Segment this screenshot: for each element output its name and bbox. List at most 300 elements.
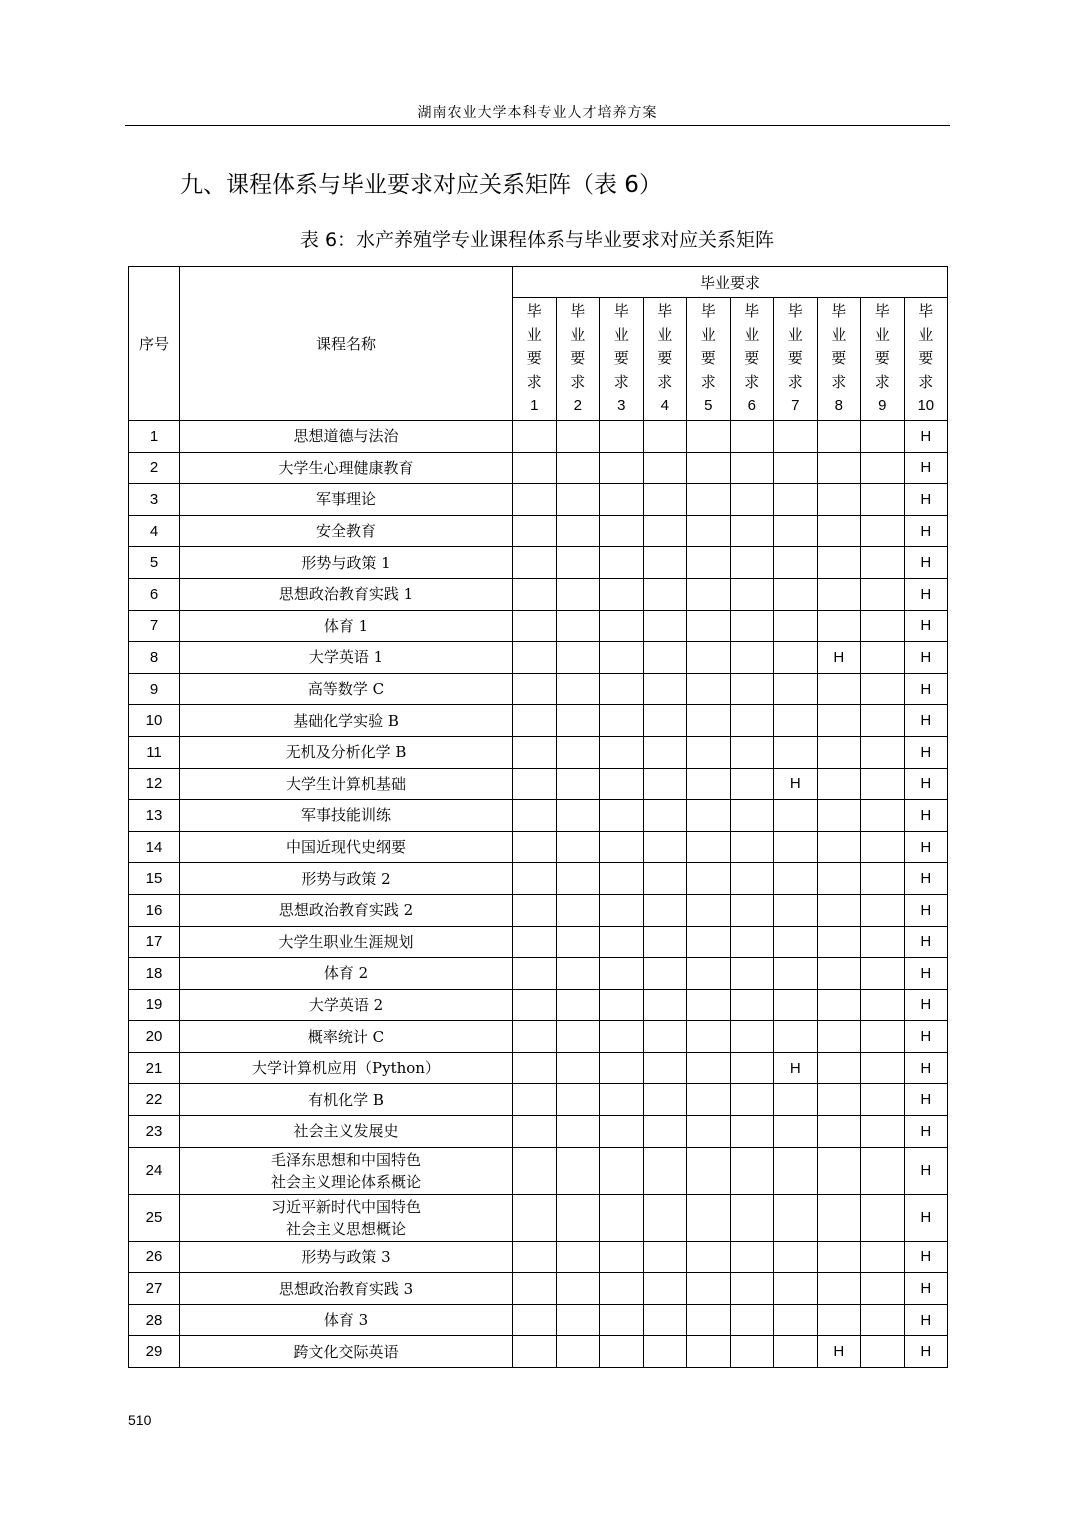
requirement-mark-cell — [687, 452, 731, 484]
row-number: 18 — [129, 958, 180, 990]
course-name-line: 体育 1 — [323, 616, 369, 635]
course-name-line: 无机及分析化学 B — [285, 743, 407, 762]
requirement-mark-cell — [774, 1273, 818, 1305]
requirement-header-number: 9 — [878, 397, 887, 415]
requirement-mark-cell — [643, 1194, 687, 1241]
table-row — [129, 578, 948, 610]
requirement-mark-cell — [730, 1021, 774, 1053]
requirement-header-char: 求 — [613, 372, 629, 391]
requirement-mark-cell — [730, 1116, 774, 1148]
requirement-mark-cell: H — [904, 452, 948, 484]
requirement-header-number: 4 — [660, 397, 669, 415]
running-header: 湖南农业大学本科专业人才培养方案 — [417, 105, 658, 121]
requirement-mark-cell: H — [774, 1052, 818, 1084]
requirement-mark-cell — [513, 484, 557, 516]
course-name-line: 军事技能训练 — [300, 806, 391, 825]
requirement-mark-cell: H — [904, 421, 948, 453]
requirement-mark-cell — [556, 1241, 600, 1273]
requirement-mark-cell — [861, 1116, 905, 1148]
requirement-mark-cell — [513, 1116, 557, 1148]
column-header-seq: 序号 — [129, 267, 180, 421]
table-row — [129, 1052, 948, 1084]
course-name — [180, 610, 513, 642]
requirement-mark-cell — [861, 831, 905, 863]
table-row — [129, 610, 948, 642]
requirement-mark-cell — [817, 705, 861, 737]
requirement-mark-cell — [643, 800, 687, 832]
requirement-mark-cell — [774, 894, 818, 926]
requirement-mark-cell — [817, 958, 861, 990]
requirement-header-char: 毕 — [744, 302, 760, 321]
requirement-mark-cell — [687, 800, 731, 832]
requirement-mark-cell — [643, 452, 687, 484]
column-header-requirement — [817, 298, 861, 421]
requirement-mark-cell: H — [904, 989, 948, 1021]
requirement-mark-cell — [600, 642, 644, 674]
row-number: 12 — [129, 768, 180, 800]
course-name — [180, 1147, 513, 1194]
requirement-mark-cell — [600, 1273, 644, 1305]
requirement-mark-cell — [643, 1241, 687, 1273]
requirement-mark-cell — [817, 547, 861, 579]
course-name — [180, 578, 513, 610]
requirement-mark-cell: H — [904, 1273, 948, 1305]
requirement-mark-cell — [861, 673, 905, 705]
requirement-mark-cell: H — [904, 578, 948, 610]
requirement-mark-cell — [730, 1273, 774, 1305]
requirement-mark-cell — [687, 1336, 731, 1368]
requirement-mark-cell — [643, 831, 687, 863]
requirement-mark-cell — [774, 642, 818, 674]
requirement-mark-cell — [730, 958, 774, 990]
course-name-line: 体育 3 — [323, 1311, 369, 1330]
requirement-mark-cell — [556, 705, 600, 737]
requirement-mark-cell — [687, 863, 731, 895]
requirement-mark-cell — [643, 1021, 687, 1053]
requirement-mark-cell — [556, 1273, 600, 1305]
requirement-mark-cell — [643, 705, 687, 737]
requirement-mark-cell — [774, 515, 818, 547]
row-number: 14 — [129, 831, 180, 863]
requirement-header-char: 求 — [744, 372, 760, 391]
requirement-mark-cell — [643, 1304, 687, 1336]
requirement-mark-cell: H — [904, 1084, 948, 1116]
course-name — [180, 1116, 513, 1148]
requirement-mark-cell — [513, 894, 557, 926]
course-name-line: 大学英语 1 — [308, 648, 384, 667]
requirement-mark-cell — [600, 1147, 644, 1194]
requirement-mark-cell — [687, 1116, 731, 1148]
requirement-mark-cell — [687, 421, 731, 453]
requirement-mark-cell — [861, 1241, 905, 1273]
requirement-mark-cell — [861, 989, 905, 1021]
requirement-mark-cell — [730, 610, 774, 642]
requirement-mark-cell — [556, 1304, 600, 1336]
requirement-mark-cell — [643, 1052, 687, 1084]
course-name-line: 社会主义思想概论 — [285, 1219, 406, 1238]
row-number: 3 — [129, 484, 180, 516]
course-name-line: 大学生心理健康教育 — [278, 458, 414, 477]
column-header-requirement — [730, 298, 774, 421]
requirement-mark-cell — [730, 1241, 774, 1273]
requirement-mark-cell — [643, 1273, 687, 1305]
requirement-mark-cell — [556, 452, 600, 484]
course-name — [180, 863, 513, 895]
requirement-header-char: 业 — [787, 325, 803, 344]
requirement-header-char: 要 — [874, 349, 890, 368]
requirement-mark-cell — [774, 1336, 818, 1368]
requirement-mark-cell — [556, 831, 600, 863]
requirement-mark-cell — [513, 1021, 557, 1053]
requirement-header-char: 求 — [526, 372, 542, 391]
requirement-mark-cell — [513, 673, 557, 705]
column-group-header-requirements: 毕业要求 — [513, 267, 948, 298]
requirement-mark-cell — [600, 547, 644, 579]
requirement-mark-cell — [687, 1084, 731, 1116]
requirement-mark-cell — [687, 1273, 731, 1305]
row-number: 2 — [129, 452, 180, 484]
requirement-mark-cell — [774, 736, 818, 768]
requirement-mark-cell: H — [904, 894, 948, 926]
column-header-requirement — [600, 298, 644, 421]
requirement-mark-cell: H — [817, 1336, 861, 1368]
course-name-line: 毛泽东思想和中国特色 — [270, 1150, 421, 1169]
requirement-mark-cell — [861, 863, 905, 895]
requirement-mark-cell — [730, 1194, 774, 1241]
requirement-mark-cell — [774, 484, 818, 516]
requirement-mark-cell — [643, 989, 687, 1021]
requirement-mark-cell — [774, 1304, 818, 1336]
requirement-header-char: 业 — [526, 325, 542, 344]
requirement-mark-cell — [817, 578, 861, 610]
course-name-line: 思想政治教育实践 2 — [278, 901, 414, 920]
requirement-mark-cell — [513, 736, 557, 768]
requirement-mark-cell — [730, 452, 774, 484]
column-header-requirement — [774, 298, 818, 421]
requirement-mark-cell — [774, 578, 818, 610]
requirement-mark-cell — [687, 578, 731, 610]
requirement-mark-cell — [861, 515, 905, 547]
requirement-mark-cell — [600, 1194, 644, 1241]
requirement-header-char: 业 — [874, 325, 890, 344]
requirement-mark-cell — [687, 1241, 731, 1273]
requirement-mark-cell — [730, 894, 774, 926]
requirement-mark-cell — [513, 958, 557, 990]
requirement-mark-cell — [643, 484, 687, 516]
requirement-mark-cell: H — [904, 736, 948, 768]
requirement-mark-cell — [513, 1084, 557, 1116]
requirement-mark-cell — [513, 578, 557, 610]
table-row — [129, 1241, 948, 1273]
requirement-mark-cell — [600, 1052, 644, 1084]
requirement-mark-cell — [861, 1021, 905, 1053]
requirement-header-char: 要 — [613, 349, 629, 368]
requirement-mark-cell — [556, 1194, 600, 1241]
requirement-header-char: 要 — [700, 349, 716, 368]
requirement-mark-cell — [817, 736, 861, 768]
requirement-mark-cell — [687, 1021, 731, 1053]
requirement-mark-cell — [600, 705, 644, 737]
requirement-mark-cell: H — [904, 1147, 948, 1194]
requirement-mark-cell — [556, 484, 600, 516]
table-row — [129, 989, 948, 1021]
requirement-mark-cell — [687, 610, 731, 642]
requirement-mark-cell — [600, 863, 644, 895]
table-row — [129, 926, 948, 958]
requirement-header-char: 要 — [657, 349, 673, 368]
requirement-mark-cell — [643, 1336, 687, 1368]
table-row — [129, 484, 948, 516]
requirement-header-char: 业 — [570, 325, 586, 344]
course-name — [180, 926, 513, 958]
course-name-line: 大学生计算机基础 — [285, 774, 406, 793]
requirement-mark-cell: H — [904, 863, 948, 895]
requirement-mark-cell — [817, 1273, 861, 1305]
requirement-mark-cell: H — [904, 800, 948, 832]
requirement-mark-cell — [556, 736, 600, 768]
requirement-mark-cell — [817, 926, 861, 958]
requirement-mark-cell — [817, 515, 861, 547]
requirement-header-char: 求 — [570, 372, 586, 391]
table-row — [129, 800, 948, 832]
requirement-mark-cell: H — [904, 1194, 948, 1241]
requirement-mark-cell — [687, 642, 731, 674]
requirement-mark-cell — [817, 1021, 861, 1053]
requirement-mark-cell — [861, 1084, 905, 1116]
row-number: 21 — [129, 1052, 180, 1084]
course-name — [180, 1084, 513, 1116]
table-row — [129, 1273, 948, 1305]
course-name-line: 基础化学实验 B — [293, 711, 399, 730]
requirement-mark-cell — [687, 736, 731, 768]
row-number: 23 — [129, 1116, 180, 1148]
column-header-requirement — [687, 298, 731, 421]
requirement-mark-cell — [600, 989, 644, 1021]
requirement-mark-cell — [556, 1052, 600, 1084]
requirement-mark-cell — [513, 547, 557, 579]
requirement-mark-cell — [730, 768, 774, 800]
requirement-mark-cell — [817, 673, 861, 705]
requirement-mark-cell — [556, 800, 600, 832]
requirement-mark-cell — [513, 1273, 557, 1305]
requirement-mark-cell — [730, 863, 774, 895]
requirement-mark-cell: H — [904, 1021, 948, 1053]
requirement-mark-cell — [817, 1194, 861, 1241]
requirement-mark-cell — [513, 610, 557, 642]
requirement-header-number: 7 — [791, 397, 800, 415]
table-row — [129, 863, 948, 895]
requirement-mark-cell — [600, 578, 644, 610]
requirement-mark-cell — [687, 705, 731, 737]
requirement-mark-cell — [513, 452, 557, 484]
table-row — [129, 958, 948, 990]
requirement-mark-cell: H — [904, 768, 948, 800]
requirement-mark-cell — [861, 1147, 905, 1194]
row-number: 16 — [129, 894, 180, 926]
requirement-mark-cell — [513, 1194, 557, 1241]
course-name-line: 体育 2 — [323, 964, 369, 983]
requirement-mark-cell — [817, 894, 861, 926]
requirement-mark-cell — [556, 421, 600, 453]
requirement-mark-cell — [774, 800, 818, 832]
requirement-header-char: 要 — [744, 349, 760, 368]
requirement-mark-cell — [600, 1241, 644, 1273]
row-number: 26 — [129, 1241, 180, 1273]
course-name-line: 思想政治教育实践 3 — [278, 1279, 414, 1298]
section-heading: 九、课程体系与毕业要求对应关系矩阵（表 6） — [180, 172, 662, 198]
table-row — [129, 1147, 948, 1194]
requirement-mark-cell — [861, 705, 905, 737]
header-rule — [125, 125, 950, 126]
requirement-header-char: 毕 — [787, 302, 803, 321]
requirement-mark-cell — [513, 421, 557, 453]
requirement-mark-cell — [600, 958, 644, 990]
requirement-mark-cell — [556, 673, 600, 705]
course-name-line: 安全教育 — [315, 522, 376, 541]
requirement-mark-cell — [513, 515, 557, 547]
requirement-mark-cell — [556, 1116, 600, 1148]
requirement-mark-cell — [600, 484, 644, 516]
requirement-mark-cell — [687, 1147, 731, 1194]
requirement-mark-cell — [643, 642, 687, 674]
requirement-mark-cell — [817, 1241, 861, 1273]
requirement-mark-cell — [774, 452, 818, 484]
column-header-requirement — [904, 298, 948, 421]
row-number: 25 — [129, 1194, 180, 1241]
requirement-mark-cell — [730, 989, 774, 1021]
table-row — [129, 452, 948, 484]
row-number: 13 — [129, 800, 180, 832]
requirement-mark-cell — [730, 831, 774, 863]
requirement-mark-cell — [513, 1147, 557, 1194]
requirement-mark-cell: H — [904, 1336, 948, 1368]
requirement-mark-cell: H — [904, 515, 948, 547]
table-row — [129, 642, 948, 674]
requirement-header-char: 要 — [831, 349, 847, 368]
course-name — [180, 452, 513, 484]
requirement-mark-cell — [600, 894, 644, 926]
course-name — [180, 831, 513, 863]
requirement-mark-cell — [861, 1273, 905, 1305]
row-number: 5 — [129, 547, 180, 579]
requirements-matrix-table — [128, 266, 948, 1368]
requirement-mark-cell — [643, 926, 687, 958]
requirement-mark-cell: H — [904, 1304, 948, 1336]
requirement-mark-cell — [687, 484, 731, 516]
requirement-mark-cell — [687, 1194, 731, 1241]
requirement-mark-cell: H — [774, 768, 818, 800]
requirement-mark-cell — [513, 705, 557, 737]
requirement-mark-cell — [687, 547, 731, 579]
requirement-mark-cell — [774, 989, 818, 1021]
requirement-mark-cell — [600, 673, 644, 705]
requirement-header-char: 求 — [787, 372, 803, 391]
page-number: 510 — [128, 1412, 152, 1428]
requirement-mark-cell — [600, 1084, 644, 1116]
table-row — [129, 1021, 948, 1053]
row-number: 8 — [129, 642, 180, 674]
requirement-mark-cell — [600, 452, 644, 484]
requirement-mark-cell — [513, 926, 557, 958]
table-row — [129, 894, 948, 926]
requirement-mark-cell — [513, 1052, 557, 1084]
column-header-requirement — [556, 298, 600, 421]
requirement-mark-cell — [730, 1304, 774, 1336]
requirement-mark-cell — [774, 1116, 818, 1148]
row-number: 20 — [129, 1021, 180, 1053]
course-name — [180, 705, 513, 737]
course-name — [180, 800, 513, 832]
requirement-header-char: 求 — [874, 372, 890, 391]
requirement-header-number: 2 — [573, 397, 582, 415]
table-row — [129, 705, 948, 737]
requirement-mark-cell — [861, 926, 905, 958]
requirement-mark-cell — [817, 863, 861, 895]
requirement-mark-cell — [513, 1336, 557, 1368]
course-name — [180, 547, 513, 579]
requirement-mark-cell — [556, 863, 600, 895]
course-name-line: 中国近现代史纲要 — [285, 838, 406, 857]
course-name — [180, 1021, 513, 1053]
requirement-mark-cell — [817, 768, 861, 800]
course-name-line: 概率统计 C — [307, 1027, 385, 1046]
requirement-mark-cell — [774, 1147, 818, 1194]
course-name-line: 军事理论 — [315, 490, 376, 509]
requirement-header-char: 毕 — [700, 302, 716, 321]
requirement-mark-cell — [687, 1304, 731, 1336]
requirement-mark-cell — [513, 831, 557, 863]
course-name — [180, 768, 513, 800]
requirement-mark-cell — [730, 515, 774, 547]
requirement-mark-cell — [556, 1336, 600, 1368]
requirement-mark-cell — [730, 484, 774, 516]
course-name — [180, 1241, 513, 1273]
course-name — [180, 421, 513, 453]
requirement-mark-cell — [861, 610, 905, 642]
course-name-line: 思想政治教育实践 1 — [278, 585, 414, 604]
requirement-header-char: 毕 — [831, 302, 847, 321]
requirement-mark-cell — [861, 578, 905, 610]
course-name — [180, 989, 513, 1021]
requirement-mark-cell — [600, 1116, 644, 1148]
requirement-mark-cell — [687, 831, 731, 863]
column-header-requirement — [513, 298, 557, 421]
requirement-mark-cell — [730, 673, 774, 705]
requirement-mark-cell — [643, 1084, 687, 1116]
requirement-mark-cell — [861, 1052, 905, 1084]
requirement-mark-cell — [513, 1304, 557, 1336]
requirement-mark-cell — [861, 958, 905, 990]
requirement-mark-cell — [730, 1052, 774, 1084]
requirement-mark-cell — [643, 547, 687, 579]
course-name-line: 跨文化交际英语 — [293, 1342, 399, 1361]
requirement-header-number: 10 — [917, 397, 935, 415]
requirement-mark-cell — [513, 800, 557, 832]
course-name-line: 思想道德与法治 — [293, 427, 399, 446]
requirement-mark-cell — [730, 578, 774, 610]
requirement-mark-cell — [774, 547, 818, 579]
row-number: 15 — [129, 863, 180, 895]
requirement-header-char: 业 — [657, 325, 673, 344]
requirement-mark-cell — [861, 736, 905, 768]
table-row — [129, 1194, 948, 1241]
requirement-mark-cell — [730, 1147, 774, 1194]
requirement-header-char: 毕 — [526, 302, 542, 321]
requirement-mark-cell — [861, 1336, 905, 1368]
course-name-line: 有机化学 B — [308, 1090, 384, 1109]
table-row — [129, 1304, 948, 1336]
row-number: 22 — [129, 1084, 180, 1116]
